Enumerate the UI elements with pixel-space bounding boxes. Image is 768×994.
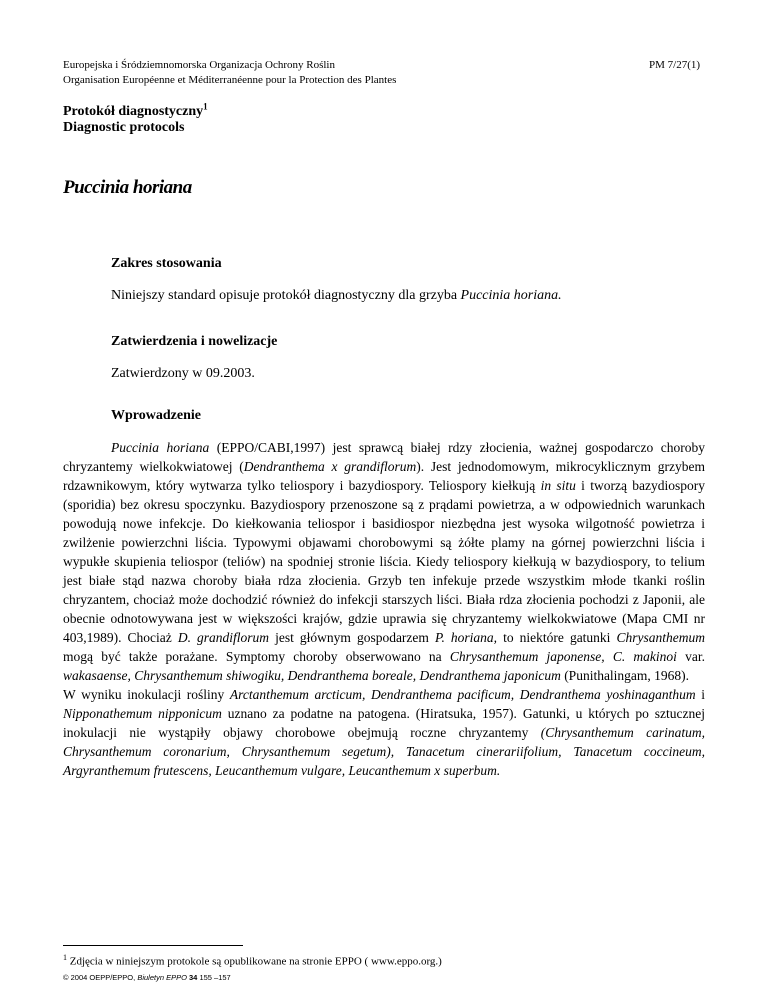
intro-span: (EPPO/CABI,1997) jest sprawcą białej rdzy złocienia, ważnej gospodarczo choroby chryzantemy wielkokwiatowej ( — [63, 440, 705, 474]
protocol-title-polish: Protokół diagnostyczny — [63, 104, 204, 119]
intro-span: i tworzą bazydiospory (sporidia) bez okresu spoczynku. Bazydiospory przenoszone są z prądami powietrza, a w odpowiednich warunkach powodują nowe infekcje. Do kiełkowania teliospor i basidiospor niezbędna jest wysoka wilgotność powietrza i zwilżenie powierzchni liścia. Typowymi objawami chorobowymi są żółte plamy na górnej powierzchni liścia i wypukłe skupienia teliospor (teliów) na spodniej stronie liścia. Kiedy teliospory kiełkują w bazydiospory, to telium jest białe stąd nazwa choroby biała rdza złocienia. Grzyb ten infekuje przede wszystkim młode tkanki roślin chryzantem, chociaż może dochodzić również do infekcji starszych liści. Biała rdza złocienia pochodzi z Japonii, ale obecnie odnotowywana jest w większości krajów, gdzie uprawia się chryzantemy wielkokwiatowe (Mapa CMI nr 403,1989). Chociaż — [63, 478, 705, 645]
intro-span: P. horiana, — [434, 630, 498, 645]
intro-span: var. — [676, 649, 706, 664]
scope-text — [111, 288, 562, 304]
scope-text-species: Puccinia horiana. — [460, 288, 562, 303]
intro-span: Chrysanthemum — [616, 630, 705, 645]
intro-span: Arctanthemum arcticum, Dendranthema pacificum, Dendranthema yoshinaganthum — [229, 687, 696, 702]
scope-heading: Zakres stosowania — [111, 256, 222, 271]
copyright-journal: Biuletyn EPPO — [137, 973, 187, 982]
copyright-pages: 155 –157 — [197, 973, 231, 982]
intro-heading: Wprowadzenie — [111, 408, 201, 423]
copyright-line — [63, 973, 231, 982]
intro-span: in situ — [540, 478, 576, 493]
intro-span: (Punithalingam, 1968). — [560, 668, 690, 683]
intro-body — [63, 438, 705, 780]
intro-paragraph-2 — [63, 685, 705, 780]
scope-text-body: Niniejszy standard opisuje protokół diagnostyczny dla grzyba — [111, 288, 461, 303]
intro-span: uznano za podatne na patogena. (Hiratsuka, 1957). Gatunki, u których po sztucznej inokulacji nie wystąpiły objawy chorobowe obejmują roczne chryzantemy — [63, 706, 705, 740]
protocol-heading — [63, 101, 208, 136]
protocol-title-english: Diagnostic protocols — [63, 120, 185, 135]
species-title: Puccinia horiana — [63, 177, 192, 198]
intro-span: Dendranthema x grandiflorum — [243, 459, 417, 474]
intro-span: Nipponathemum nipponicum — [63, 706, 222, 721]
approval-text: Zatwierdzony w 09.2003. — [111, 366, 255, 381]
footnote-text: Zdjęcia w niniejszym protokole są opublikowane na stronie EPPO ( www.eppo.org.) — [67, 955, 442, 968]
intro-span: D. grandiflorum — [177, 630, 270, 645]
intro-span: mogą być także porażane. Symptomy choroby obserwowano na — [63, 649, 450, 664]
intro-span: i — [695, 687, 705, 702]
intro-span: wakasaense, Chrysanthemum shiwogiku, Dendranthema boreale, Dendranthema japonicum — [63, 668, 561, 683]
document-code: PM 7/27(1) — [649, 59, 701, 71]
intro-span: jest głównym gospodarzem — [269, 630, 435, 645]
intro-span: W wyniku inokulacji rośliny — [63, 687, 230, 702]
intro-span: Chrysanthemum japonense, C. makinoi — [449, 649, 677, 664]
approval-heading: Zatwierdzenia i nowelizacje — [111, 334, 278, 349]
intro-span: ). Jest jednodomowym, mikrocyklicznym grzybem rdzawnikowym, który wytwarza tylko teliospory i bazydiospory. Teliospory kiełkują — [63, 459, 705, 493]
footnote — [63, 953, 442, 968]
header-org-french: Organisation Européenne et Méditerranéenne pour la Protection des Plantes — [63, 74, 397, 86]
intro-span: to niektóre gatunki — [497, 630, 617, 645]
header-org-polish: Europejska i Śródziemnomorska Organizacja Ochrony Roślin — [63, 59, 335, 71]
copyright-volume: 34 — [189, 973, 198, 982]
page-header-organisations — [63, 58, 396, 88]
intro-span: (Chrysanthemum carinatum, Chrysanthemum coronarium, Chrysanthemum segetum), Tanacetum cinerariifolium, Tanacetum coccineum, Argyranthemum frutescens, Leucanthemum vulgare, Leucanthemum x superbum. — [63, 725, 705, 778]
footnote-reference: 1 — [203, 101, 208, 112]
copyright-prefix: © 2004 OEPP/EPPO, — [63, 973, 138, 982]
intro-span: Puccinia horiana — [111, 440, 210, 455]
footnote-mark: 1 — [63, 953, 67, 962]
footnote-divider — [63, 945, 243, 946]
intro-paragraph-1 — [63, 438, 705, 685]
